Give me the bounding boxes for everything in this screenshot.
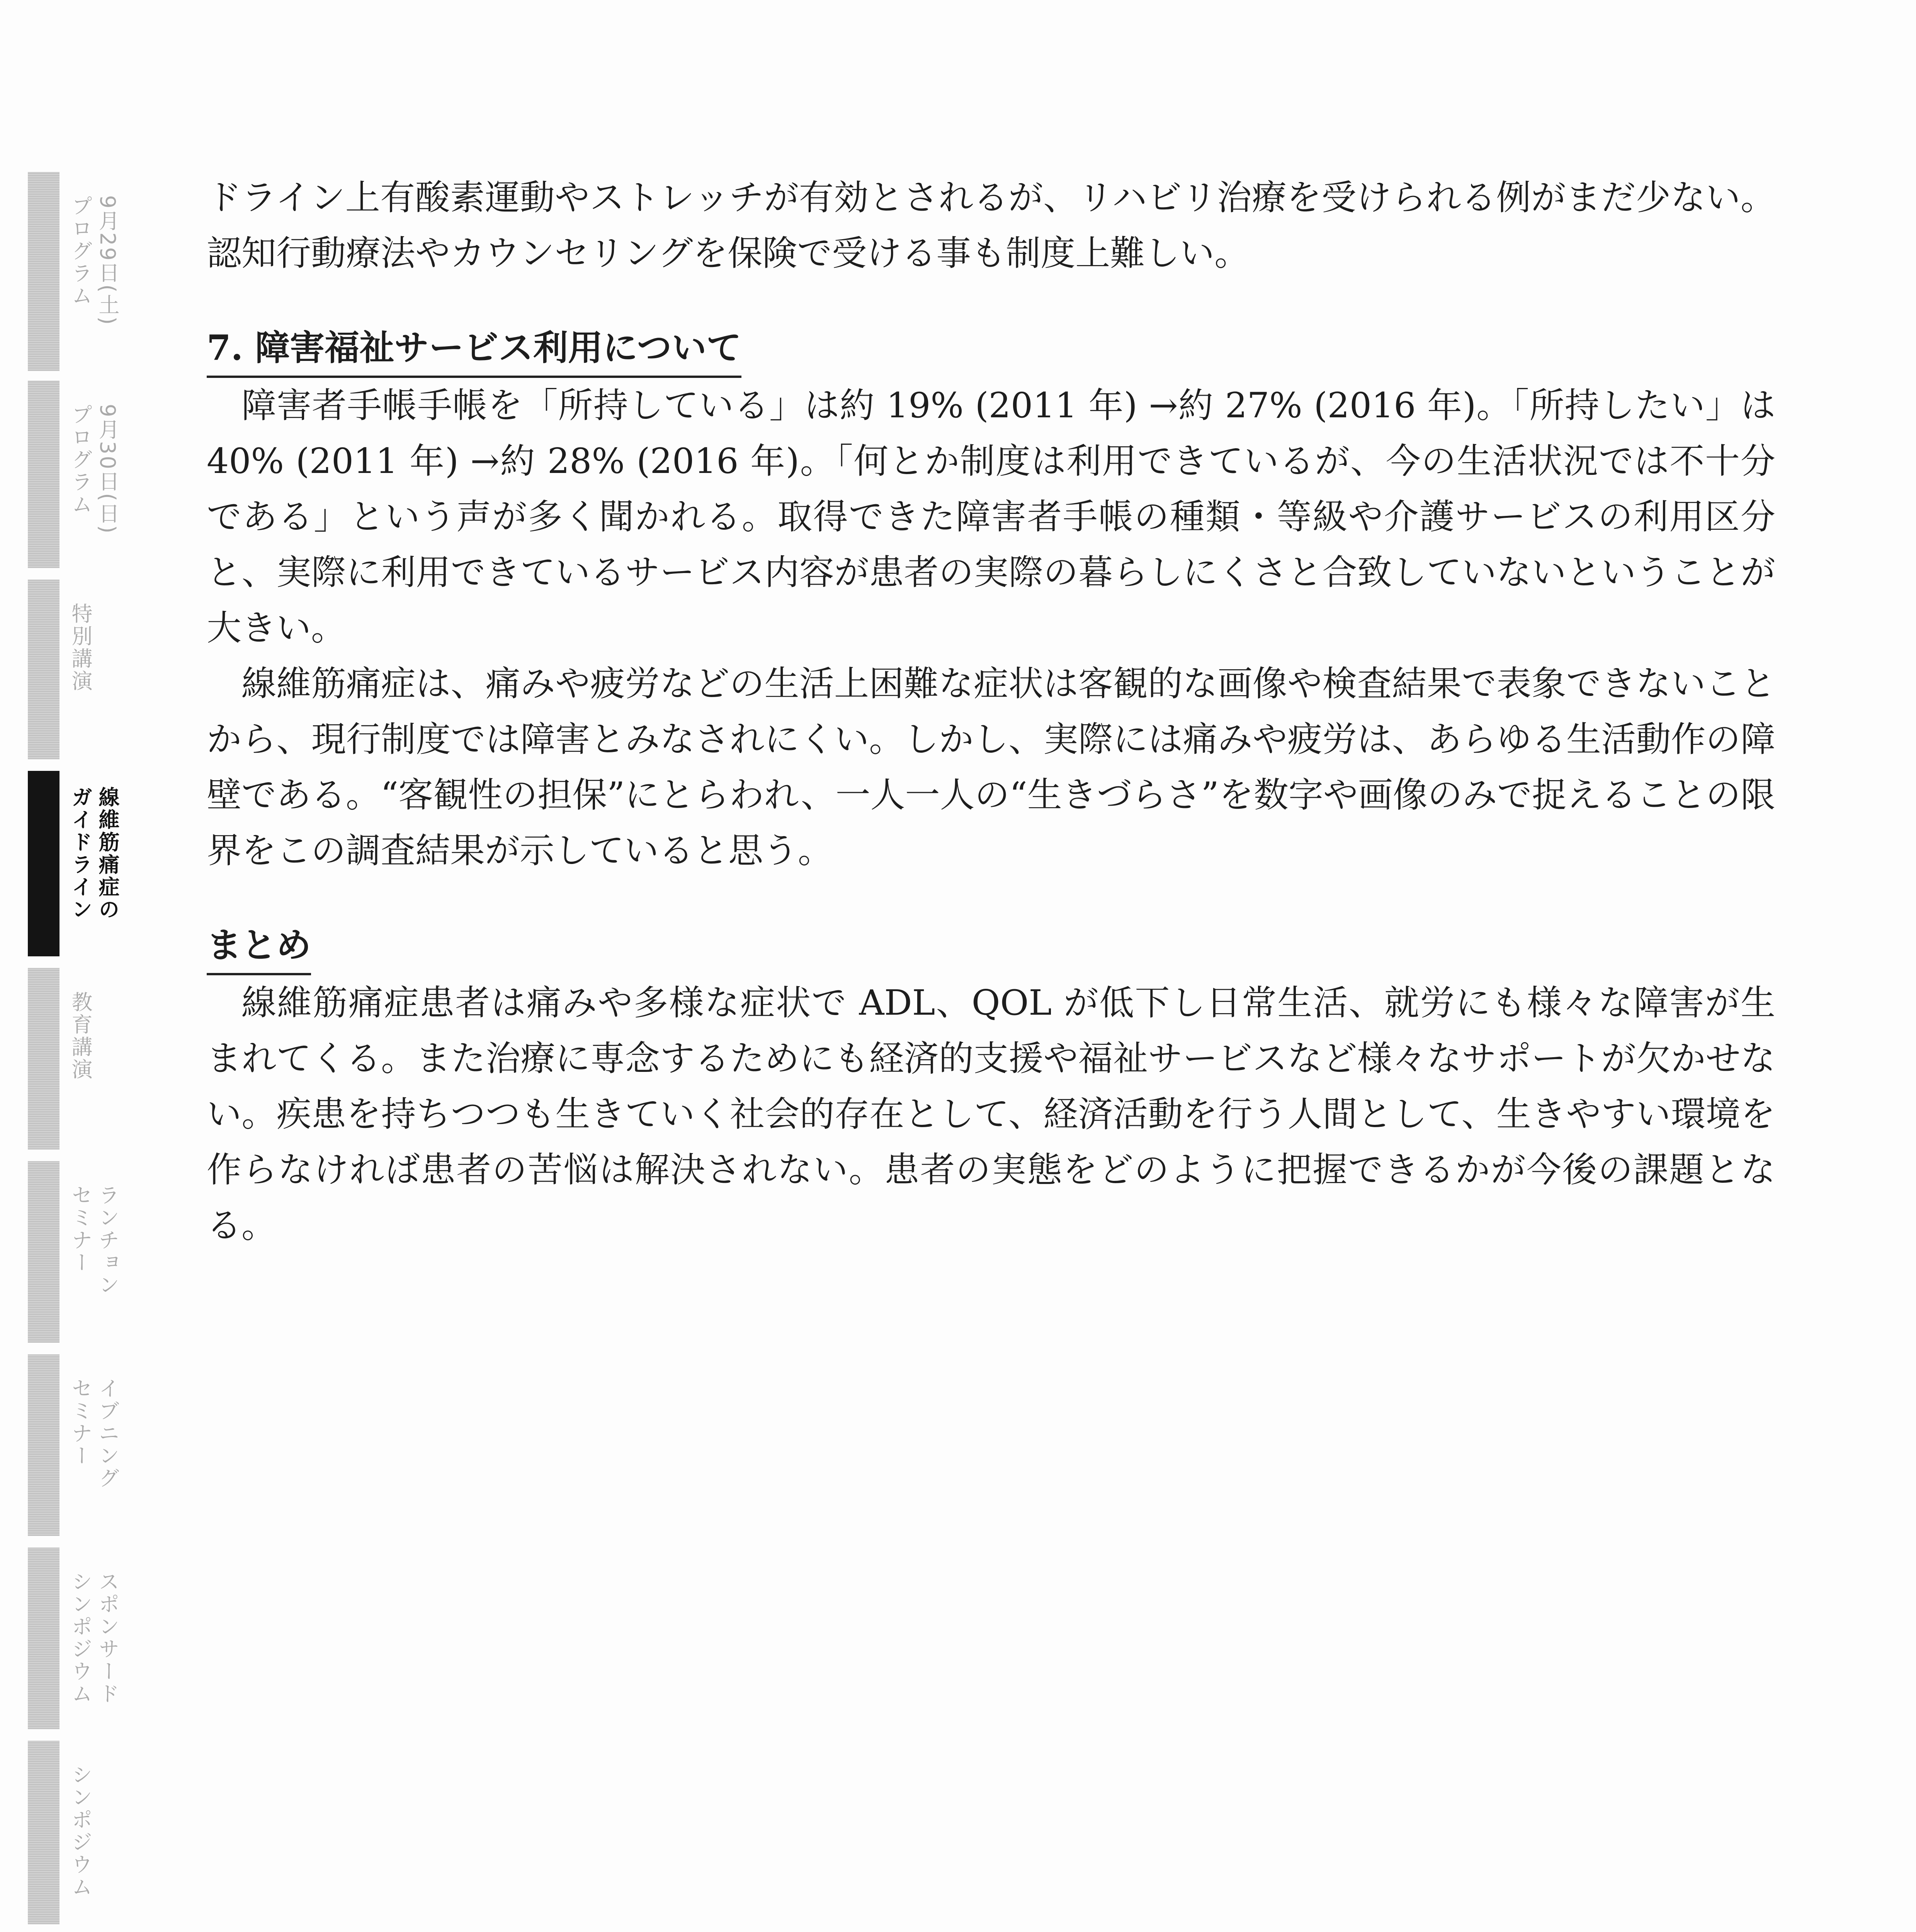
side-tab-label: スポンサード [95, 1571, 120, 1705]
side-tab-sponsored-symposium[interactable] [28, 1548, 121, 1729]
section-7-paragraph-2: 線維筋痛症は、痛みや疲労などの生活上困難な症状は客観的な画像や検査結果で表象できないことから、現行制度では障害とみなされにくい。しかし、実際には痛みや疲労は、あらゆる生活動作の障壁である。“客観性の担保”にとらわれ、一人一人の“生きづらさ”を数字や画像のみで捉えることの限界をこの調査結果が示していると思う。 [207, 663, 1775, 871]
side-tab-label: プログラム [68, 195, 93, 307]
side-tab-label: シンポジウム [68, 1764, 93, 1898]
side-tab-label: セミナー [68, 1184, 93, 1274]
side-tab-special-lecture[interactable] [28, 580, 121, 759]
side-tab-label: ランチョン [95, 1184, 120, 1296]
side-tab-label: 特別講演 [68, 603, 93, 692]
intro-paragraph: ドライン上有酸素運動やストレッチが有効とされるが、リハビリ治療を受けられる例がまだ少ない。認知行動療法やカウンセリングを保険で受ける事も制度上難しい。 [207, 177, 1775, 274]
side-tab-luncheon-seminar[interactable] [28, 1161, 121, 1343]
side-tab-program-sun[interactable] [28, 381, 121, 568]
section-7-paragraph-1: 障害者手帳手帳を「所持している」は約 19% (2011 年) →約 27% (2016 年)。「所持したい」は 40% (2011 年) →約 28% (2016 年)。「何とか制度は利用できているが、今の生活状況では不十分である」という声が多く聞かれる。取得できた障害者手帳の種類・等級や介護サービスの利用区分と、実際に利用できているサービス内容が患者の実際の暮らしにくさと合致していないということが大きい。 [207, 385, 1775, 648]
side-tab-fm-guideline[interactable] [28, 771, 121, 956]
side-tab-label: 9月29日(土) [95, 195, 120, 327]
side-tab-label: 教育講演 [68, 991, 93, 1081]
side-tab-label: 線維筋痛症の [95, 786, 120, 921]
side-tab-label: プログラム [68, 404, 93, 516]
main-text [207, 170, 1775, 1253]
side-tab-label: シンポジウム [68, 1571, 93, 1705]
side-tab-label: ガイドライン [68, 786, 93, 921]
section-7-heading: 7. 障害福祉サービス利用について [207, 320, 741, 378]
side-tab-label: イブニング [95, 1378, 120, 1490]
side-tab-symposium[interactable] [28, 1741, 121, 1924]
side-tab-label: 9月30日(日) [95, 404, 120, 535]
summary-heading: まとめ [207, 917, 311, 975]
section-7 [207, 320, 1775, 879]
side-tab-education-lecture[interactable] [28, 968, 121, 1150]
side-tab-program-sat[interactable] [28, 172, 121, 371]
side-tab-label: セミナー [68, 1378, 93, 1467]
summary-paragraph: 線維筋痛症患者は痛みや多様な症状で ADL、QOL が低下し日常生活、就労にも様々な障害が生まれてくる。また治療に専念するためにも経済的支援や福祉サービスなど様々なサポートが欠かせない。疾患を持ちつつも生きていく社会的存在として、経済活動を行う人間として、生きやすい環境を作らなければ患者の苦悩は解決されない。患者の実態をどのように把握できるかが今後の課題となる。 [207, 983, 1775, 1246]
summary-section [207, 917, 1775, 1253]
side-tab-evening-seminar[interactable] [28, 1354, 121, 1536]
